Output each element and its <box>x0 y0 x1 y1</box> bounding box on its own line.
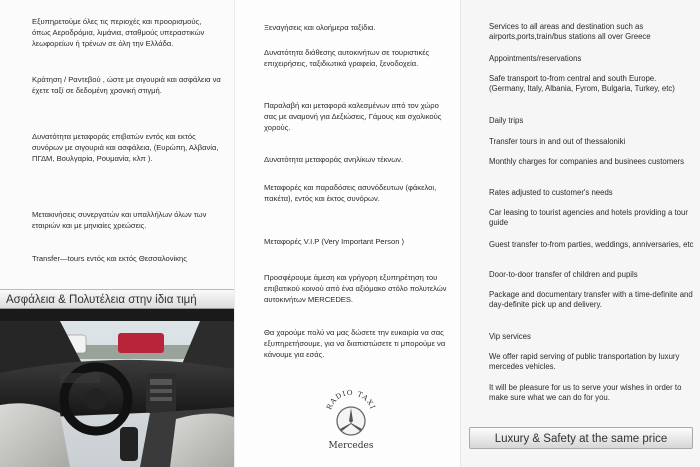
english-para: Guest transfer to-from parties, weddings, anniversaries, etc <box>489 240 694 249</box>
english-para: Appointments/reservations <box>489 54 582 63</box>
car-interior-photo <box>0 309 234 467</box>
greek-left-para: Εξυπηρετούμε όλες τις περιοχές και προορισμούς, όπως Αεροδρόμια, λιμάνια, σταθμούς υπεραστικών λεωφορείων ή τρένων σε όλη την Ελλάδα. <box>32 17 205 48</box>
radio-taxi-mercedes-logo <box>318 386 384 452</box>
english-panel <box>460 0 700 467</box>
english-banner: Luxury & Safety at the same price <box>469 427 693 449</box>
greek-panel-middle <box>234 0 460 467</box>
english-para: Daily trips <box>489 116 524 125</box>
greek-panel-left <box>0 0 234 467</box>
greek-left-para: Δυνατότητα μεταφοράς επιβατών εντός και εκτός συνόρων με σιγουριά και ασφάλεια, (Ευρώπη, Αλβανία, ΠΓΔΜ, Βουλγαρία, Ρουμανία, κλπ ). <box>32 132 219 163</box>
greek-middle-para: Δυνατότητα διάθεσης αυτοκινήτων σε τουριστικές επιχειρήσεις, ταξιδιωτικά γραφεία, ξενοδοχεία. <box>264 48 430 68</box>
english-para: Package and documentary transfer with a time-definite and day-definite pick up and delivery. <box>489 290 693 310</box>
greek-middle-para: Μεταφορές V.I.P (Very Important Person ) <box>264 237 405 246</box>
english-para: Safe transport to-from central and south Europe. (Germany, Italy, Albania, Fyrom, Bulgaria, Turkey, etc) <box>489 74 675 94</box>
greek-left-para: Transfer—tours εντός και εκτός Θεσσαλονίκης <box>32 254 187 263</box>
greek-middle-para: Προσφέρουμε άμεση και γρήγορη εξυπηρέτηση του επιβατικού κοινού από ένα αξιόμακο στόλο πολυτελών αυτοκινήτων MERCEDES. <box>264 273 447 304</box>
car-interior-illustration <box>0 309 234 467</box>
greek-left-para: Μετακινήσεις συνεργατών και υπαλλήλων όλων των εταιριών και με μηνιαίες χρεώσεις. <box>32 210 207 230</box>
logo-arc-text: RADIO TAXI <box>325 388 377 411</box>
greek-middle-para: Μεταφορές και παραδόσεις ασυνόδευτων (φάκελοι, πακέτα), εντός και έκτος συνόρων. <box>264 183 437 203</box>
english-para: Monthly charges for companies and businees customers <box>489 157 685 166</box>
greek-middle-para: Παραλαβή και μεταφορά καλεσμένων από τον χώρο σας με αναμονή για Δεξιώσεις, Γάμους και σχολικούς χορούς. <box>264 101 442 132</box>
english-para: We offer rapid serving of public transportation by luxury mercedes vehicles. <box>489 352 680 372</box>
english-para: It will be pleasure for us to serve your wishes in order to make sure what we can do for you. <box>489 383 682 403</box>
logo-brand-text: Mercedes <box>328 441 374 451</box>
english-para: Car leasing to tourist agencies and hotels providing a tour guide <box>489 208 688 228</box>
english-para: Transfer tours in and out of thessaloniki <box>489 137 626 146</box>
greek-middle-para: Ξεναγήσεις και ολοήμερα ταξίδια. <box>264 23 376 32</box>
greek-middle-para: Θα χαρούμε πολύ να μας δώσετε την ευκαιρία να σας εξυπηρετήσουμε, για να διαπιστώσετε τι μπορούμε να κάνουμε για εσάς. <box>264 328 446 359</box>
greek-banner: Ασφάλεια & Πολυτέλεια στην ίδια τιμή <box>0 289 234 309</box>
english-para: Rates adjusted to customer's needs <box>489 188 613 197</box>
greek-middle-para: Δυνατότητα μεταφοράς ανηλίκων τέκνων. <box>264 155 404 164</box>
english-para: Vip services <box>489 332 531 341</box>
english-para: Services to all areas and destination such as airports,ports,train/bus stations all over Greece <box>489 22 651 42</box>
greek-left-para: Κράτηση / Ραντεβού , ώστε με σιγουριά και ασφάλεια να έχετε ταξί σε δεδομένη χρονική στιγμή. <box>32 75 221 95</box>
english-para: Door-to-door transfer of children and pupils <box>489 270 638 279</box>
